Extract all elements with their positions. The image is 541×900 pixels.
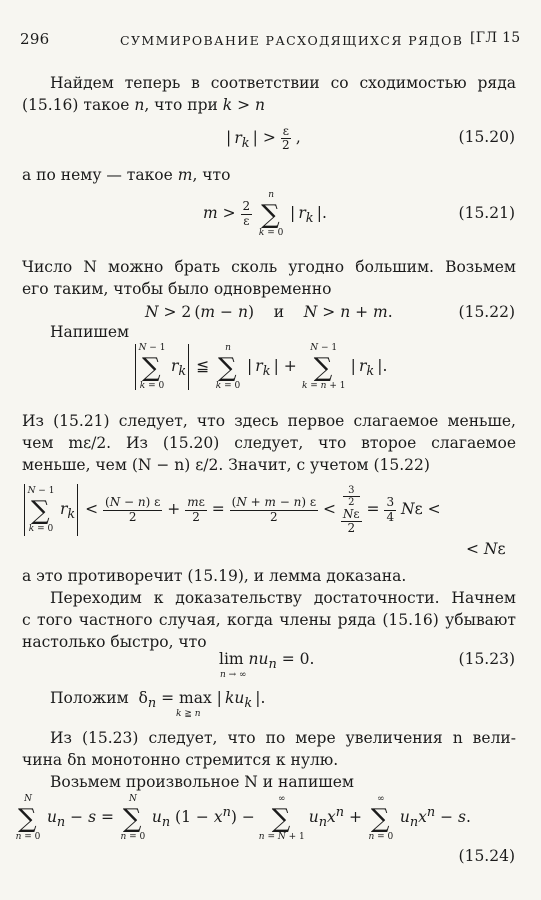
equation-15-21: m > $\frac{2}{\varepsilon}$ n ∑ k = 0 | $r_k$ |. <box>203 190 327 238</box>
equation-number: (15.24) <box>458 847 515 865</box>
equation-15-24: N ∑ n = 0 $u_n - s$ = N ∑ n = 0 $u_n$ $(1 - x^n)$ − ∞ ∑ n = N + 1 $u_nx^n$ + ∞ ∑ n = 0 $u_nx^n - s$. <box>15 794 471 842</box>
paragraph-line: а это противоречит (15.19), и лемма доказана. <box>22 567 407 585</box>
paragraph-line: меньше, чем (N − n) ε/2. Значит, с учетом (15.22) <box>22 456 430 474</box>
paragraph-line: чина δn монотонно стремится к нулю. <box>22 751 339 769</box>
paragraph-line: чем mε/2. Из (15.20) следует, что второе слагаемое <box>22 434 516 452</box>
paragraph-line: Из (15.23) следует, что по мере увеличения n вели- <box>50 729 516 747</box>
paragraph-line: Найдем теперь в соответствии со сходимостью ряда <box>50 74 516 92</box>
equation-number: (15.22) <box>458 303 515 321</box>
paragraph-line: его таким, чтобы было одновременно <box>22 280 332 298</box>
page-number: 296 <box>20 30 50 48</box>
paragraph-line: с того частного случая, когда члены ряда (15.16) убывают <box>22 611 516 629</box>
paragraph-line: Из (15.21) следует, что здесь первое слагаемое меньше, <box>22 412 516 430</box>
paragraph-line: Переходим к доказательству достаточности. Начнем <box>50 589 516 607</box>
running-title: СУММИРОВАНИЕ РАСХОДЯЩИХСЯ РЯДОВ <box>120 33 464 48</box>
inequality-contradiction: N − 1 ∑ k = 0 $r_k$ < $\frac{(N - n) \varepsilon}{2}$ + $\frac{m\varepsilon}{2}$ = $\frac{(N + m - n) \varepsilon}{2}$ < 3 2 Nε 2 = $\frac{3}{4}$ Nε < <box>22 484 441 536</box>
inequality-sum-split: N − 1 ∑ k = 0 $r_k$ ≦ n ∑ k = 0 | $r_k$ | + N − 1 ∑ k = n + 1 | $r_k$ |. <box>133 343 387 391</box>
paragraph-line: (15.16) такое n, что при k > n <box>22 96 266 114</box>
paragraph-line: Число N можно брать сколь угодно большим. Возьмем <box>22 258 516 276</box>
equation-15-22: N > 2 (m − n) и N > n + m. <box>145 303 393 321</box>
paragraph-line: Возьмем произвольное N и напишем <box>50 773 354 791</box>
paragraph-line: Напишем <box>50 323 130 341</box>
paragraph-line: настолько быстро, что <box>22 633 207 651</box>
equation-number: (15.21) <box>458 204 515 222</box>
definition-delta: Положим $\delta_n = \max$ | $ku_k$ |. k ≧ n <box>50 689 266 719</box>
equation-number: (15.23) <box>458 650 515 668</box>
paragraph-line: а по нему — такое m, что <box>22 166 231 184</box>
equation-15-23: $\lim nu_n = 0$. n → ∞ <box>219 650 315 680</box>
inequality-contradiction-tail: < Nε <box>466 540 506 558</box>
equation-number: (15.20) <box>458 128 515 146</box>
chapter-marker: [ГЛ 15 <box>470 30 521 46</box>
equation-15-20: | $r_k$ | > $\frac{\varepsilon}{2}$ , <box>226 124 301 153</box>
